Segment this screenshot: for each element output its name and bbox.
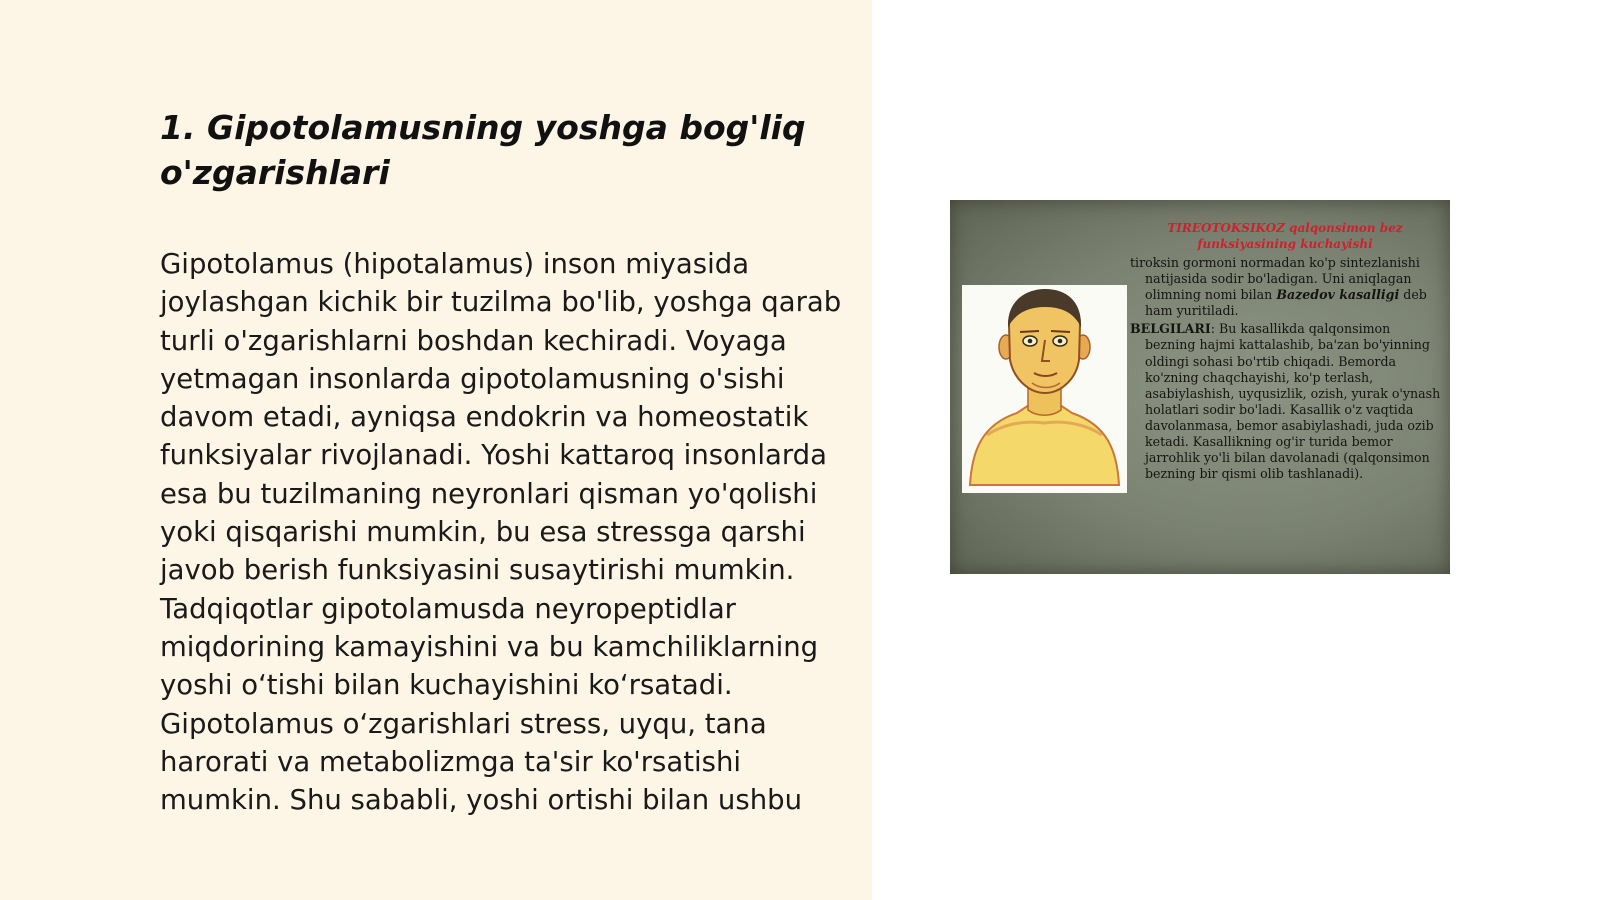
definition-text: tiroksin gormoni normadan ko'p sintezlanishi natijasida sodir bo'ladigan. Uni aniqlagan olimning nomi bilan <box>1130 255 1420 303</box>
figure-paragraph-symptoms <box>1130 321 1442 482</box>
figure-heading: TIREOTOKSIKOZ qalqonsimon bez funksiyasining kuchayishi <box>1167 221 1403 251</box>
figure-paragraph-definition <box>1130 255 1442 319</box>
boy-portrait-icon <box>962 285 1127 493</box>
disease-name: Bazedov kasalligi <box>1276 287 1400 303</box>
definition-text-end: deb ham yuritiladi. <box>1145 287 1427 319</box>
symptoms-label: BELGILARI <box>1130 321 1211 337</box>
slide-title: 1. Gipotolamusning yoshga bog'liq o'zgarishlari <box>160 108 806 192</box>
figure-description <box>1130 255 1442 482</box>
thyrotoxicosis-figure <box>950 200 1450 574</box>
symptoms-text: : Bu kasallikda qalqonsimon bezning hajmi kattalashib, ba'zan bo'yinning oldingi sohasi bo'rtib chiqadi. Bemorda ko'zning chaqchayishi, ko'p terlash, asabiylashish, uyqusizlik, ozish, yurak o'ynash holatlari sodir bo'ladi. Kasallik o'z vaqtida davolanmasa, bemor asabiylashadi, juda ozib ketadi. Kasallikning og'ir turida bemor jarrohlik yo'li bilan davolanadi (qalqonsimon bezning bir qismi olib tashlanadi). <box>1145 321 1441 482</box>
slide-body-text: Gipotolamus (hipotalamus) inson miyasida joylashgan kichik bir tuzilma bo'lib, yoshga qarab turli o'zgarishlarni boshdan kechiradi. Voyaga yetmagan insonlarda gipotolamusning o'sishi davom etadi, ayniqsa endokrin va homeostatik funksiyalar rivojlanadi. Yoshi kattaroq insonlarda esa bu tuzilmaning neyronlari qisman yo'qolishi yoki qisqarishi mumkin, bu esa stressga qarshi javob berish funksiyasini susaytirishi mumkin. Tadqiqotlar gipotolamusda neyropeptidlar miqdorining kamayishini va bu kamchiliklarning yoshi o‘tishi bilan kuchayishini ko‘rsatadi. Gipotolamus o‘zgarishlari stress, uyqu, tana harorati va metabolizmga ta'sir ko'rsatishi mumkin. Shu sababli, yoshi ortishi bilan ushbu <box>160 248 842 817</box>
